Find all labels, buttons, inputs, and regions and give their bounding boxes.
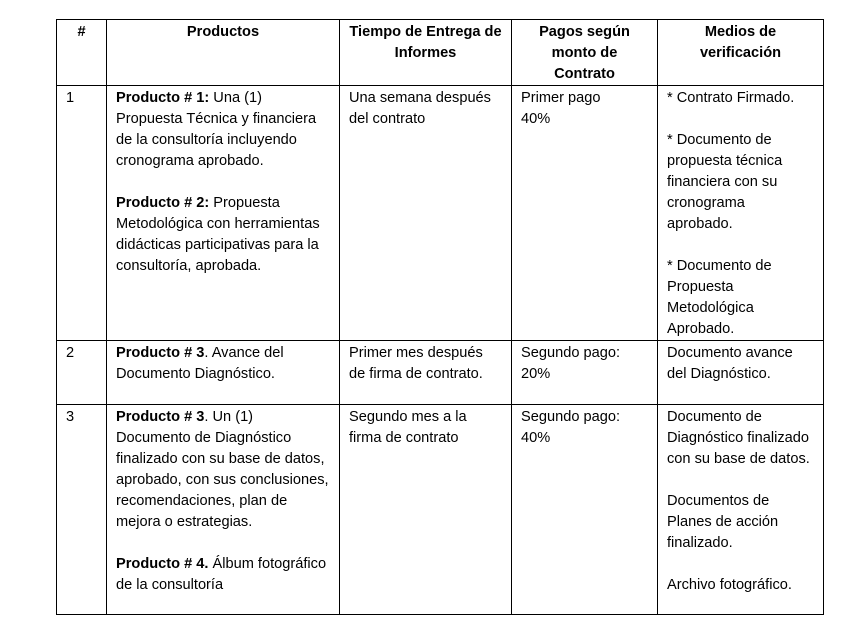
verification-cell bbox=[658, 341, 824, 405]
product-item bbox=[116, 193, 330, 277]
product-label: Producto # 1: bbox=[116, 90, 210, 106]
verification-item: * Contrato Firmado. bbox=[667, 90, 795, 106]
product-text: . Avance del Documento Diagnóstico. bbox=[116, 345, 284, 382]
delivery-cell: Una semana después del contrato bbox=[340, 86, 512, 341]
payment-cell bbox=[512, 405, 658, 615]
product-label: Producto # 3 bbox=[116, 345, 205, 361]
row-number: 3 bbox=[57, 405, 107, 615]
verification-item: Documento de Diagnóstico finalizado con su base de datos. bbox=[667, 409, 810, 467]
deliverables-table bbox=[56, 19, 824, 615]
table-row bbox=[57, 341, 824, 405]
verification-item: Documentos de Planes de acción finalizado. bbox=[667, 493, 779, 551]
payment-label: Segundo pago: bbox=[521, 409, 621, 425]
product-label: Producto # 4. bbox=[116, 556, 209, 572]
header-payments: Pagos según monto de Contrato bbox=[512, 20, 658, 86]
product-text: Propuesta Metodológica con herramientas didácticas participativas para la consultoría, aprobada. bbox=[116, 195, 320, 274]
table-header-row bbox=[57, 20, 824, 86]
verification-item: * Documento de propuesta técnica financiera con su cronograma aprobado. bbox=[667, 132, 783, 232]
payment-cell bbox=[512, 341, 658, 405]
product-text: Una (1) Propuesta Técnica y financiera de la consultoría incluyendo cronograma aprobado. bbox=[116, 90, 317, 169]
header-delivery-time: Tiempo de Entrega de Informes bbox=[340, 20, 512, 86]
payment-percent: 40% bbox=[521, 430, 551, 446]
delivery-cell: Segundo mes a la firma de contrato bbox=[340, 405, 512, 615]
product-item bbox=[116, 88, 330, 172]
verification-cell bbox=[658, 86, 824, 341]
products-cell bbox=[107, 86, 340, 341]
payment-label: Primer pago bbox=[521, 90, 601, 106]
row-number: 1 bbox=[57, 86, 107, 341]
header-products: Productos bbox=[107, 20, 340, 86]
row-number: 2 bbox=[57, 341, 107, 405]
product-item bbox=[116, 407, 330, 533]
table-row bbox=[57, 86, 824, 341]
product-label: Producto # 2: bbox=[116, 195, 210, 211]
product-text: Álbum fotográfico de la consultoría bbox=[116, 556, 327, 593]
product-text: . Un (1) Documento de Diagnóstico finalizado con su base de datos, aprobado, con sus conclusiones, recomendaciones, plan de mejora o estrategias. bbox=[116, 409, 329, 530]
payment-label: Segundo pago: bbox=[521, 345, 621, 361]
payment-percent: 40% bbox=[521, 111, 551, 127]
payment-percent: 20% bbox=[521, 366, 551, 382]
products-cell bbox=[107, 341, 340, 405]
header-number: # bbox=[57, 20, 107, 86]
delivery-cell: Primer mes después de firma de contrato. bbox=[340, 341, 512, 405]
verification-item: Documento avance del Diagnóstico. bbox=[667, 345, 793, 382]
product-item bbox=[116, 554, 330, 596]
header-verification: Medios de verificación bbox=[658, 20, 824, 86]
payment-cell bbox=[512, 86, 658, 341]
product-item bbox=[116, 343, 330, 385]
verification-item: * Documento de Propuesta Metodológica Aprobado. bbox=[667, 258, 772, 337]
verification-cell bbox=[658, 405, 824, 615]
product-label: Producto # 3 bbox=[116, 409, 205, 425]
products-cell bbox=[107, 405, 340, 615]
verification-item: Archivo fotográfico. bbox=[667, 577, 792, 593]
table-row bbox=[57, 405, 824, 615]
